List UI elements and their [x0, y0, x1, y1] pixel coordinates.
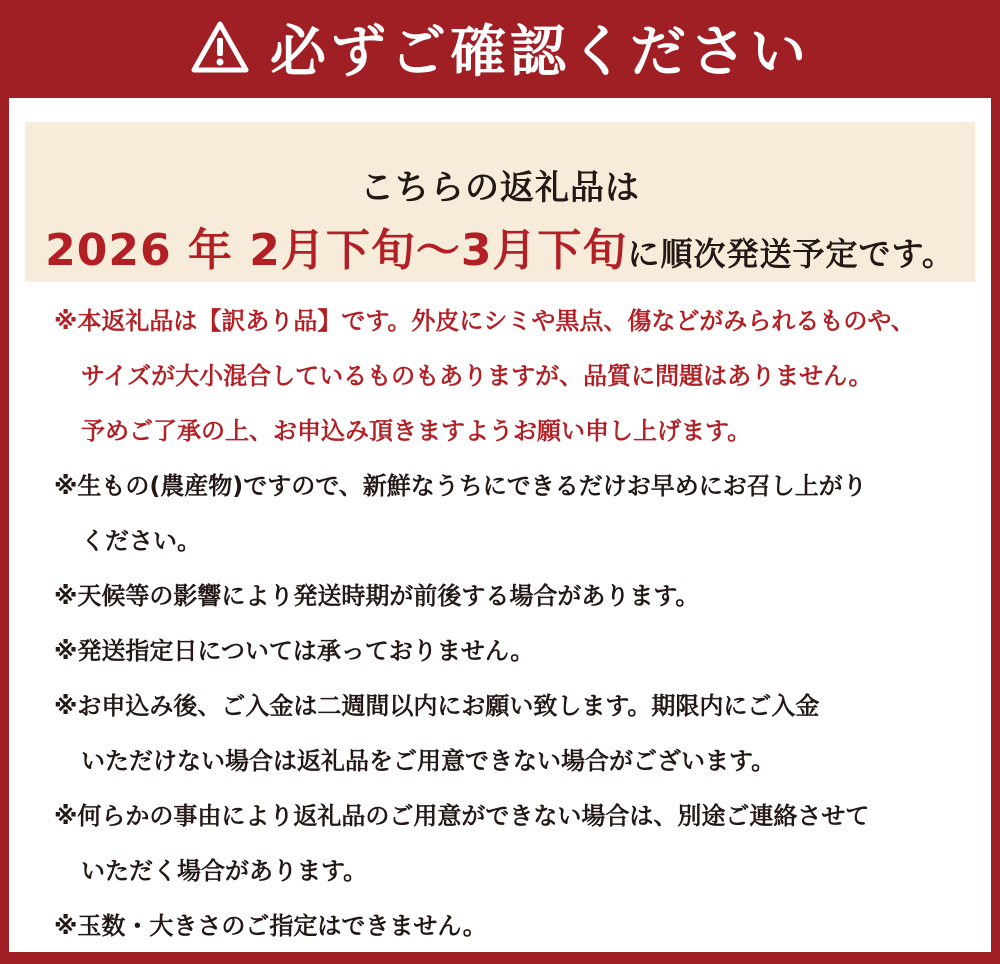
notice-intro: こちらの返礼品は — [360, 168, 640, 208]
shipping-suffix: に順次発送予定です。 — [627, 235, 955, 273]
note-line: ※生もの(農産物)ですので、新鮮なうちにできるだけお早めにお召し上がり — [54, 472, 867, 500]
note-line: ※何らかの事由により返礼品のご用意ができない場合は、別途ご連絡させて — [54, 802, 870, 830]
header-title: 必ずご確認ください — [270, 20, 810, 85]
note-line: いただく場合があります。 — [81, 857, 368, 885]
note-line: ※天候等の影響により発送時期が前後する場合があります。 — [54, 582, 700, 610]
note-line: ※本返礼品は【訳あり品】です。外皮にシミや黒点、傷などがみられるものや、 — [54, 307, 915, 335]
shipping-notice-box — [25, 122, 975, 282]
note-line: サイズが大小混合しているものもありますが、品質に問題はありません。 — [81, 362, 873, 390]
notice-schedule — [25, 214, 975, 278]
note-line: ※お申込み後、ご入金は二週間以内にお願い致します。期限内にご入金 — [54, 692, 820, 720]
note-line: ください。 — [81, 527, 201, 555]
warning-triangle-icon — [190, 18, 250, 78]
note-line: ※玉数・大きさのご指定はできません。 — [54, 912, 487, 940]
note-line: ※発送指定日については承っておりません。 — [54, 637, 535, 665]
note-line: 予めご了承の上、お申込み頂きますようお願い申し上げます。 — [81, 417, 752, 445]
header-banner — [0, 0, 1000, 96]
note-line: いただけない場合は返礼品をご用意できない場合がございます。 — [81, 747, 776, 775]
shipping-date: 2026 年 2月下旬～3月下旬 — [45, 225, 628, 276]
content-panel — [9, 98, 991, 952]
notes-list — [54, 304, 974, 964]
